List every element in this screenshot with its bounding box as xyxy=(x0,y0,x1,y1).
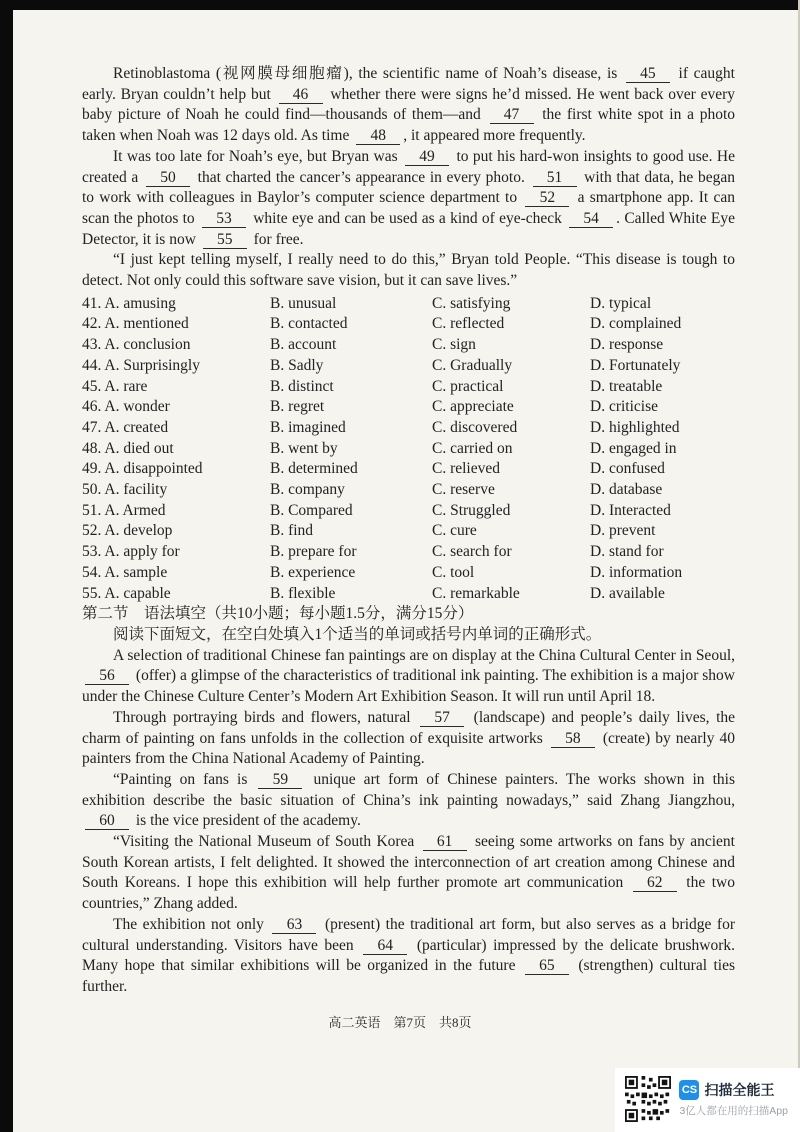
option-cell: D. information xyxy=(590,563,683,581)
blank-61: 61 xyxy=(423,833,467,851)
grammar-paragraph xyxy=(82,646,735,708)
option-cell: 41. A. amusing xyxy=(82,294,176,312)
watermark-brand: 扫描全能王 xyxy=(704,1082,775,1098)
option-cell: D. typical xyxy=(590,294,652,312)
passage-text: that charted the cancer’s appearance in every photo. xyxy=(192,168,530,186)
watermark-tagline: 3亿人都在用的扫描App xyxy=(679,1105,788,1117)
option-cell: D. database xyxy=(590,481,663,499)
options-row xyxy=(82,542,735,563)
blank-51: 51 xyxy=(533,169,577,187)
passage-text: (strengthen) cultural ties further. xyxy=(82,957,735,995)
blank-57: 57 xyxy=(420,709,464,727)
options-row xyxy=(82,314,735,335)
options-row xyxy=(82,563,735,584)
option-cell: B. regret xyxy=(270,398,325,416)
option-cell: C. cure xyxy=(432,522,477,540)
passage-text: is the vice president of the academy. xyxy=(132,812,361,830)
blank-50: 50 xyxy=(146,169,190,187)
option-cell: D. complained xyxy=(590,315,682,333)
blank-56: 56 xyxy=(85,667,129,685)
passage-text: unique art form of Chinese painters. The works shown in this exhibition describe the basic situation of China’s ink painting nowadays,” said Zhang Jiangzhou, xyxy=(82,770,735,809)
option-cell: C. sign xyxy=(432,336,476,354)
option-cell: C. appreciate xyxy=(432,398,514,416)
option-cell: C. practical xyxy=(432,377,504,395)
blank-65: 65 xyxy=(525,957,569,975)
blank-45: 45 xyxy=(626,65,670,83)
passage-text: for free. xyxy=(249,230,304,248)
section2-heading: 第二节 语法填空（共10小题；每小题1.5分，满分15分） xyxy=(82,605,474,623)
options-row xyxy=(82,584,735,605)
option-cell: 47. A. created xyxy=(82,418,169,436)
option-cell: 52. A. develop xyxy=(82,522,173,540)
blank-62: 62 xyxy=(633,874,677,892)
option-cell: C. Struggled xyxy=(432,501,511,519)
blank-64: 64 xyxy=(363,937,407,955)
cloze-paragraph xyxy=(82,64,735,147)
options-row xyxy=(82,294,735,315)
option-cell: D. Fortunately xyxy=(590,356,681,374)
watermark-text xyxy=(679,1080,788,1118)
blank-49: 49 xyxy=(405,148,449,166)
passage-text: “Visiting the National Museum of South Korea xyxy=(113,833,420,851)
option-cell: 54. A. sample xyxy=(82,563,168,581)
passage-text: A selection of traditional Chinese fan paintings are on display at the China Cultural Center in Seoul, xyxy=(113,646,735,664)
option-cell: D. confused xyxy=(590,460,665,478)
section2-instruction: 阅读下面短文，在空白处填入1个适当的单词或括号内单词的正确形式。 xyxy=(113,625,602,643)
option-cell: C. relieved xyxy=(432,460,501,478)
passage-text: Through portraying birds and flowers, natural xyxy=(113,708,418,726)
option-cell: B. find xyxy=(270,522,314,540)
passage-text: to put his hard-won insights to good use. He created a xyxy=(82,147,736,186)
option-cell: C. reflected xyxy=(432,315,505,333)
passage-text: . Called White Eye Detector, it is now xyxy=(82,209,736,248)
option-cell: B. unusual xyxy=(270,294,337,312)
passage-text: “I just kept telling myself, I really need to do this,” Bryan told People. “This disease is tough to detect. Not only could this software save vision, but it can save lives.” xyxy=(82,251,735,290)
options-row xyxy=(82,439,735,460)
option-cell: C. discovered xyxy=(432,418,518,436)
option-cell: B. distinct xyxy=(270,377,334,395)
option-cell: B. prepare for xyxy=(270,543,357,561)
option-cell: B. contacted xyxy=(270,315,348,333)
blank-60: 60 xyxy=(85,812,129,830)
option-cell: B. flexible xyxy=(270,584,336,602)
passage-text: The exhibition not only xyxy=(113,915,270,933)
option-cell: B. determined xyxy=(270,460,358,478)
option-cell: 42. A. mentioned xyxy=(82,315,189,333)
scan-edge-top xyxy=(0,0,800,10)
passage-text: (particular) impressed by the delicate brushwork. Many hope that similar exhibitions will be organized in the future xyxy=(82,936,735,975)
blank-53: 53 xyxy=(202,210,246,228)
passage-text: Retinoblastoma (视网膜母细胞瘤), the scientific name of Noah’s disease, is xyxy=(113,65,623,82)
option-cell: 51. A. Armed xyxy=(82,501,166,519)
option-cell: B. company xyxy=(270,481,345,499)
options-row xyxy=(82,521,735,542)
option-cell: B. went by xyxy=(270,439,338,457)
qr-code-icon xyxy=(625,1076,671,1122)
option-cell: 44. A. Surprisingly xyxy=(82,356,200,374)
passage-text: whether there were signs he’d missed. He went back over every baby picture of Noah he could find—thousands of them—and xyxy=(82,85,736,124)
option-cell: 48. A. died out xyxy=(82,439,174,457)
option-cell: 43. A. conclusion xyxy=(82,336,191,354)
passage-text: (landscape) and people’s daily lives, the charm of painting on fans unfolds in the collection of exquisite artworks xyxy=(82,708,736,747)
option-cell: D. criticise xyxy=(590,398,659,416)
blank-46: 46 xyxy=(279,86,323,104)
option-cell: D. treatable xyxy=(590,377,663,395)
option-cell: C. carried on xyxy=(432,439,513,457)
options-row xyxy=(82,377,735,398)
passage-text: if caught early. Bryan couldn’t help but xyxy=(82,65,735,103)
grammar-paragraph xyxy=(82,708,735,770)
passage-text: seeing some artworks on fans by ancient South Korean artists, I felt delighted. It showed the interconnection of art creation among Chinese and South Koreans. I hope this exhibition will help further promote art communication xyxy=(82,833,735,892)
blank-48: 48 xyxy=(356,127,400,145)
page-footer: 高二英语 第7页 共8页 xyxy=(328,1015,472,1030)
option-cell: D. highlighted xyxy=(590,418,680,436)
option-cell: 55. A. capable xyxy=(82,584,171,602)
passage-text: the two countries,” Zhang added. xyxy=(82,874,735,913)
cloze-options-table xyxy=(82,294,735,605)
blank-54: 54 xyxy=(569,210,613,228)
option-cell: D. prevent xyxy=(590,522,656,540)
passage-text: It was too late for Noah’s eye, but Bryan was xyxy=(113,147,403,165)
option-cell: D. engaged in xyxy=(590,439,677,457)
option-cell: D. stand for xyxy=(590,543,664,561)
passage-text: a smartphone app. It can scan the photos to xyxy=(82,189,735,227)
options-row xyxy=(82,335,735,356)
scan-edge-left xyxy=(0,0,13,1132)
option-cell: C. Gradually xyxy=(432,356,513,374)
blank-55: 55 xyxy=(203,231,247,249)
options-row xyxy=(82,459,735,480)
options-row xyxy=(82,356,735,377)
option-cell: 49. A. disappointed xyxy=(82,460,203,478)
option-cell: B. Compared xyxy=(270,501,353,519)
options-row xyxy=(82,501,735,522)
passage-text: “Painting on fans is xyxy=(113,770,256,788)
option-cell: C. search for xyxy=(432,543,512,561)
option-cell: C. reserve xyxy=(432,481,495,499)
grammar-paragraph xyxy=(82,915,735,998)
blank-59: 59 xyxy=(258,771,302,789)
blank-47: 47 xyxy=(490,106,534,124)
passage-text: , it appeared more frequently. xyxy=(403,127,586,145)
camscanner-watermark xyxy=(621,1073,792,1125)
blank-52: 52 xyxy=(525,189,569,207)
camscanner-logo-icon: CS xyxy=(679,1080,699,1100)
option-cell: 53. A. apply for xyxy=(82,543,180,561)
grammar-paragraph xyxy=(82,770,735,832)
option-cell: C. remarkable xyxy=(432,584,520,602)
cloze-passage xyxy=(82,64,735,292)
option-cell: B. experience xyxy=(270,563,356,581)
option-cell: 50. A. facility xyxy=(82,481,168,499)
option-cell: 45. A. rare xyxy=(82,377,148,395)
cloze-paragraph xyxy=(82,250,735,291)
option-cell: B. imagined xyxy=(270,418,346,436)
passage-text: the first white spot in a photo taken when Noah was 12 days old. As time xyxy=(82,106,735,145)
options-row xyxy=(82,397,735,418)
options-row xyxy=(82,480,735,501)
option-cell: B. account xyxy=(270,336,337,354)
options-row xyxy=(82,418,735,439)
blank-63: 63 xyxy=(272,916,316,934)
cloze-paragraph xyxy=(82,147,735,251)
passage-text: (offer) a glimpse of the characteristics of traditional ink painting. The exhibition is a major show under the Chinese Culture Center’s Modern Art Exhibition Season. It will run until April 18. xyxy=(82,667,735,706)
option-cell: C. satisfying xyxy=(432,294,511,312)
grammar-fill-passage xyxy=(82,646,735,998)
option-cell: D. response xyxy=(590,336,664,354)
passage-text: (present) the traditional art form, but also serves as a bridge for cultural understanding. Visitors have been xyxy=(82,915,735,954)
option-cell: 46. A. wonder xyxy=(82,398,170,416)
passage-text: white eye and can be used as a kind of eye-check xyxy=(248,209,567,227)
option-cell: D. Interacted xyxy=(590,501,671,519)
passage-text: (create) by nearly 40 painters from the China National Academy of Painting. xyxy=(82,729,735,768)
option-cell: D. available xyxy=(590,584,665,602)
blank-58: 58 xyxy=(551,730,595,748)
grammar-paragraph xyxy=(82,832,735,915)
option-cell: B. Sadly xyxy=(270,356,324,374)
passage-text: with that data, he began to work with colleagues in Baylor’s computer science department to xyxy=(82,168,735,207)
option-cell: C. tool xyxy=(432,563,475,581)
